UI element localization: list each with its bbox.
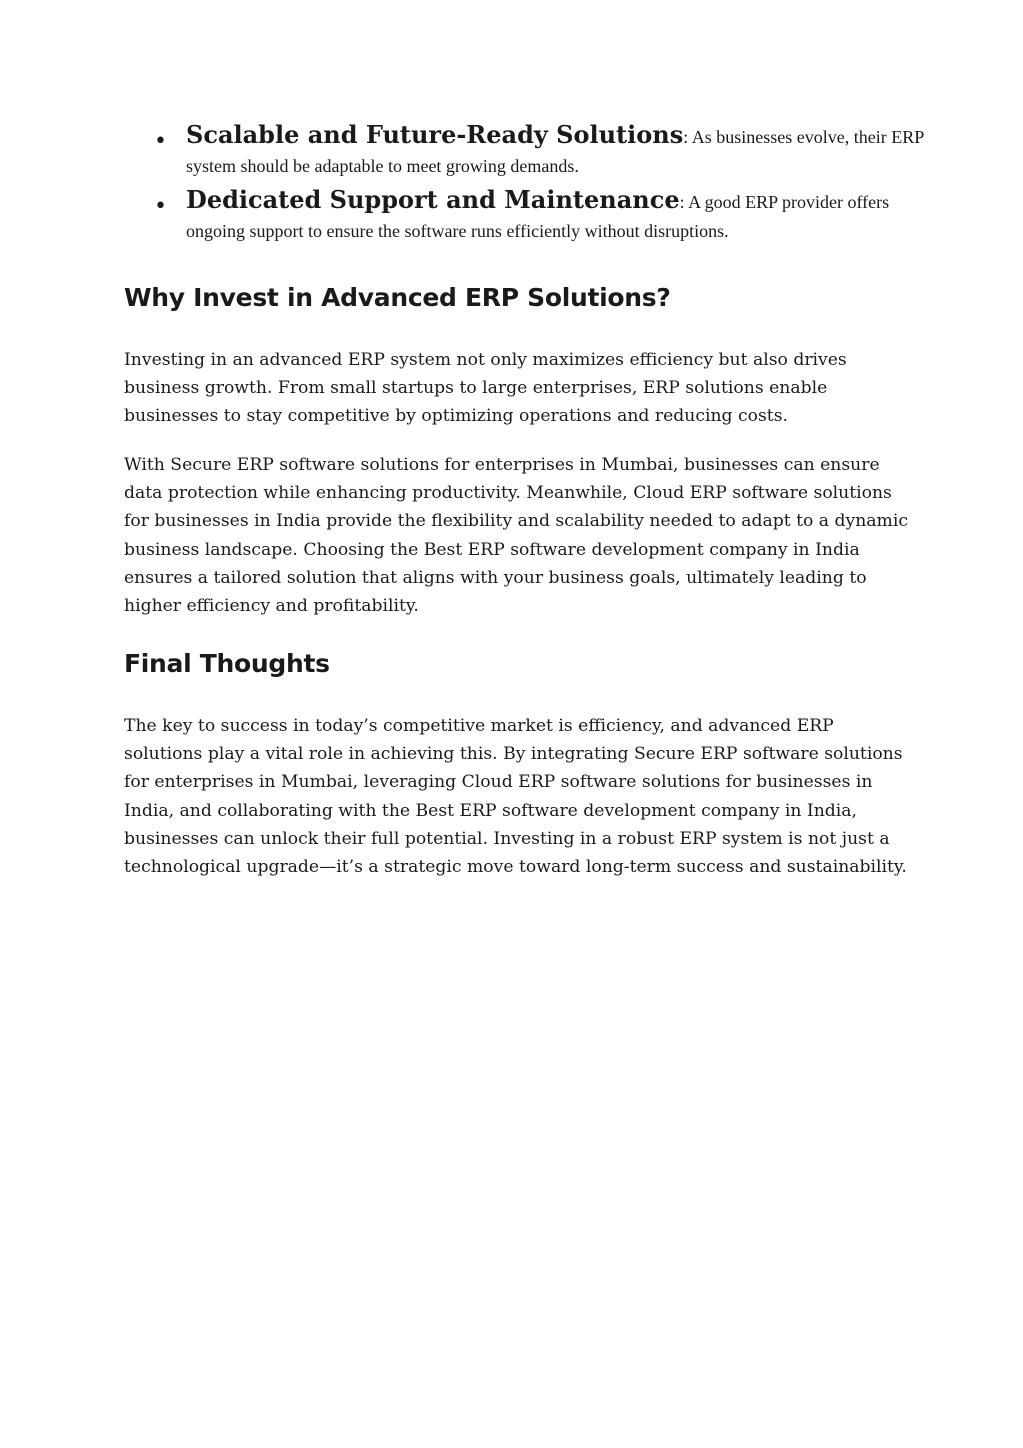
bullet-text: A good ERP provider offers ongoing support to ensure the software runs efficiently without disruptions. xyxy=(186,192,890,241)
bullet-icon: • xyxy=(154,129,167,154)
paragraph-why-2: With Secure ERP software solutions for enterprises in Mumbai, businesses can ensure data protection while enhancing productivity. Meanwhile, Cloud ERP software solutions for businesses in India provide the flexibility and scalability needed to adapt to a dynamic business landscape. Choosing the Best ERP software development company in India ensures a tailored solution that aligns with your business goals, ultimately leading to higher efficiency and profitability. xyxy=(124,455,908,617)
bullet-title: Scalable and Future-Ready Solutions xyxy=(186,120,684,149)
bullet-list-container xyxy=(124,120,924,250)
bullet-separator: : xyxy=(683,127,689,147)
bullet-list xyxy=(124,120,924,246)
bullet-text: As businesses evolve, their ERP system should be adaptable to meet growing demands. xyxy=(186,127,924,176)
paragraph-final: The key to success in today’s competitive market is efficiency, and advanced ERP solutions play a vital role in achieving this. By integrating Secure ERP software solutions for enterprises in Mumbai, leveraging Cloud ERP software solutions for businesses in India, and collaborating with the Best ERP software development company in India, businesses can unlock their full potential. Investing in a robust ERP system is not just a technological upgrade—it’s a strategic move toward long-term success and sustainability. xyxy=(124,716,907,878)
bullet-title: Dedicated Support and Maintenance xyxy=(186,185,680,214)
list-item xyxy=(124,120,924,181)
list-item xyxy=(124,185,924,246)
section-heading-final: Final Thoughts xyxy=(124,649,330,678)
bullet-icon: • xyxy=(154,194,167,219)
paragraph-why-1: Investing in an advanced ERP system not only maximizes efficiency but also drives business growth. From small startups to large enterprises, ERP solutions enable businesses to stay competitive by optimizing operations and reducing costs. xyxy=(124,350,847,427)
section-heading-why: Why Invest in Advanced ERP Solutions? xyxy=(124,283,671,312)
bullet-separator: : xyxy=(679,192,685,212)
